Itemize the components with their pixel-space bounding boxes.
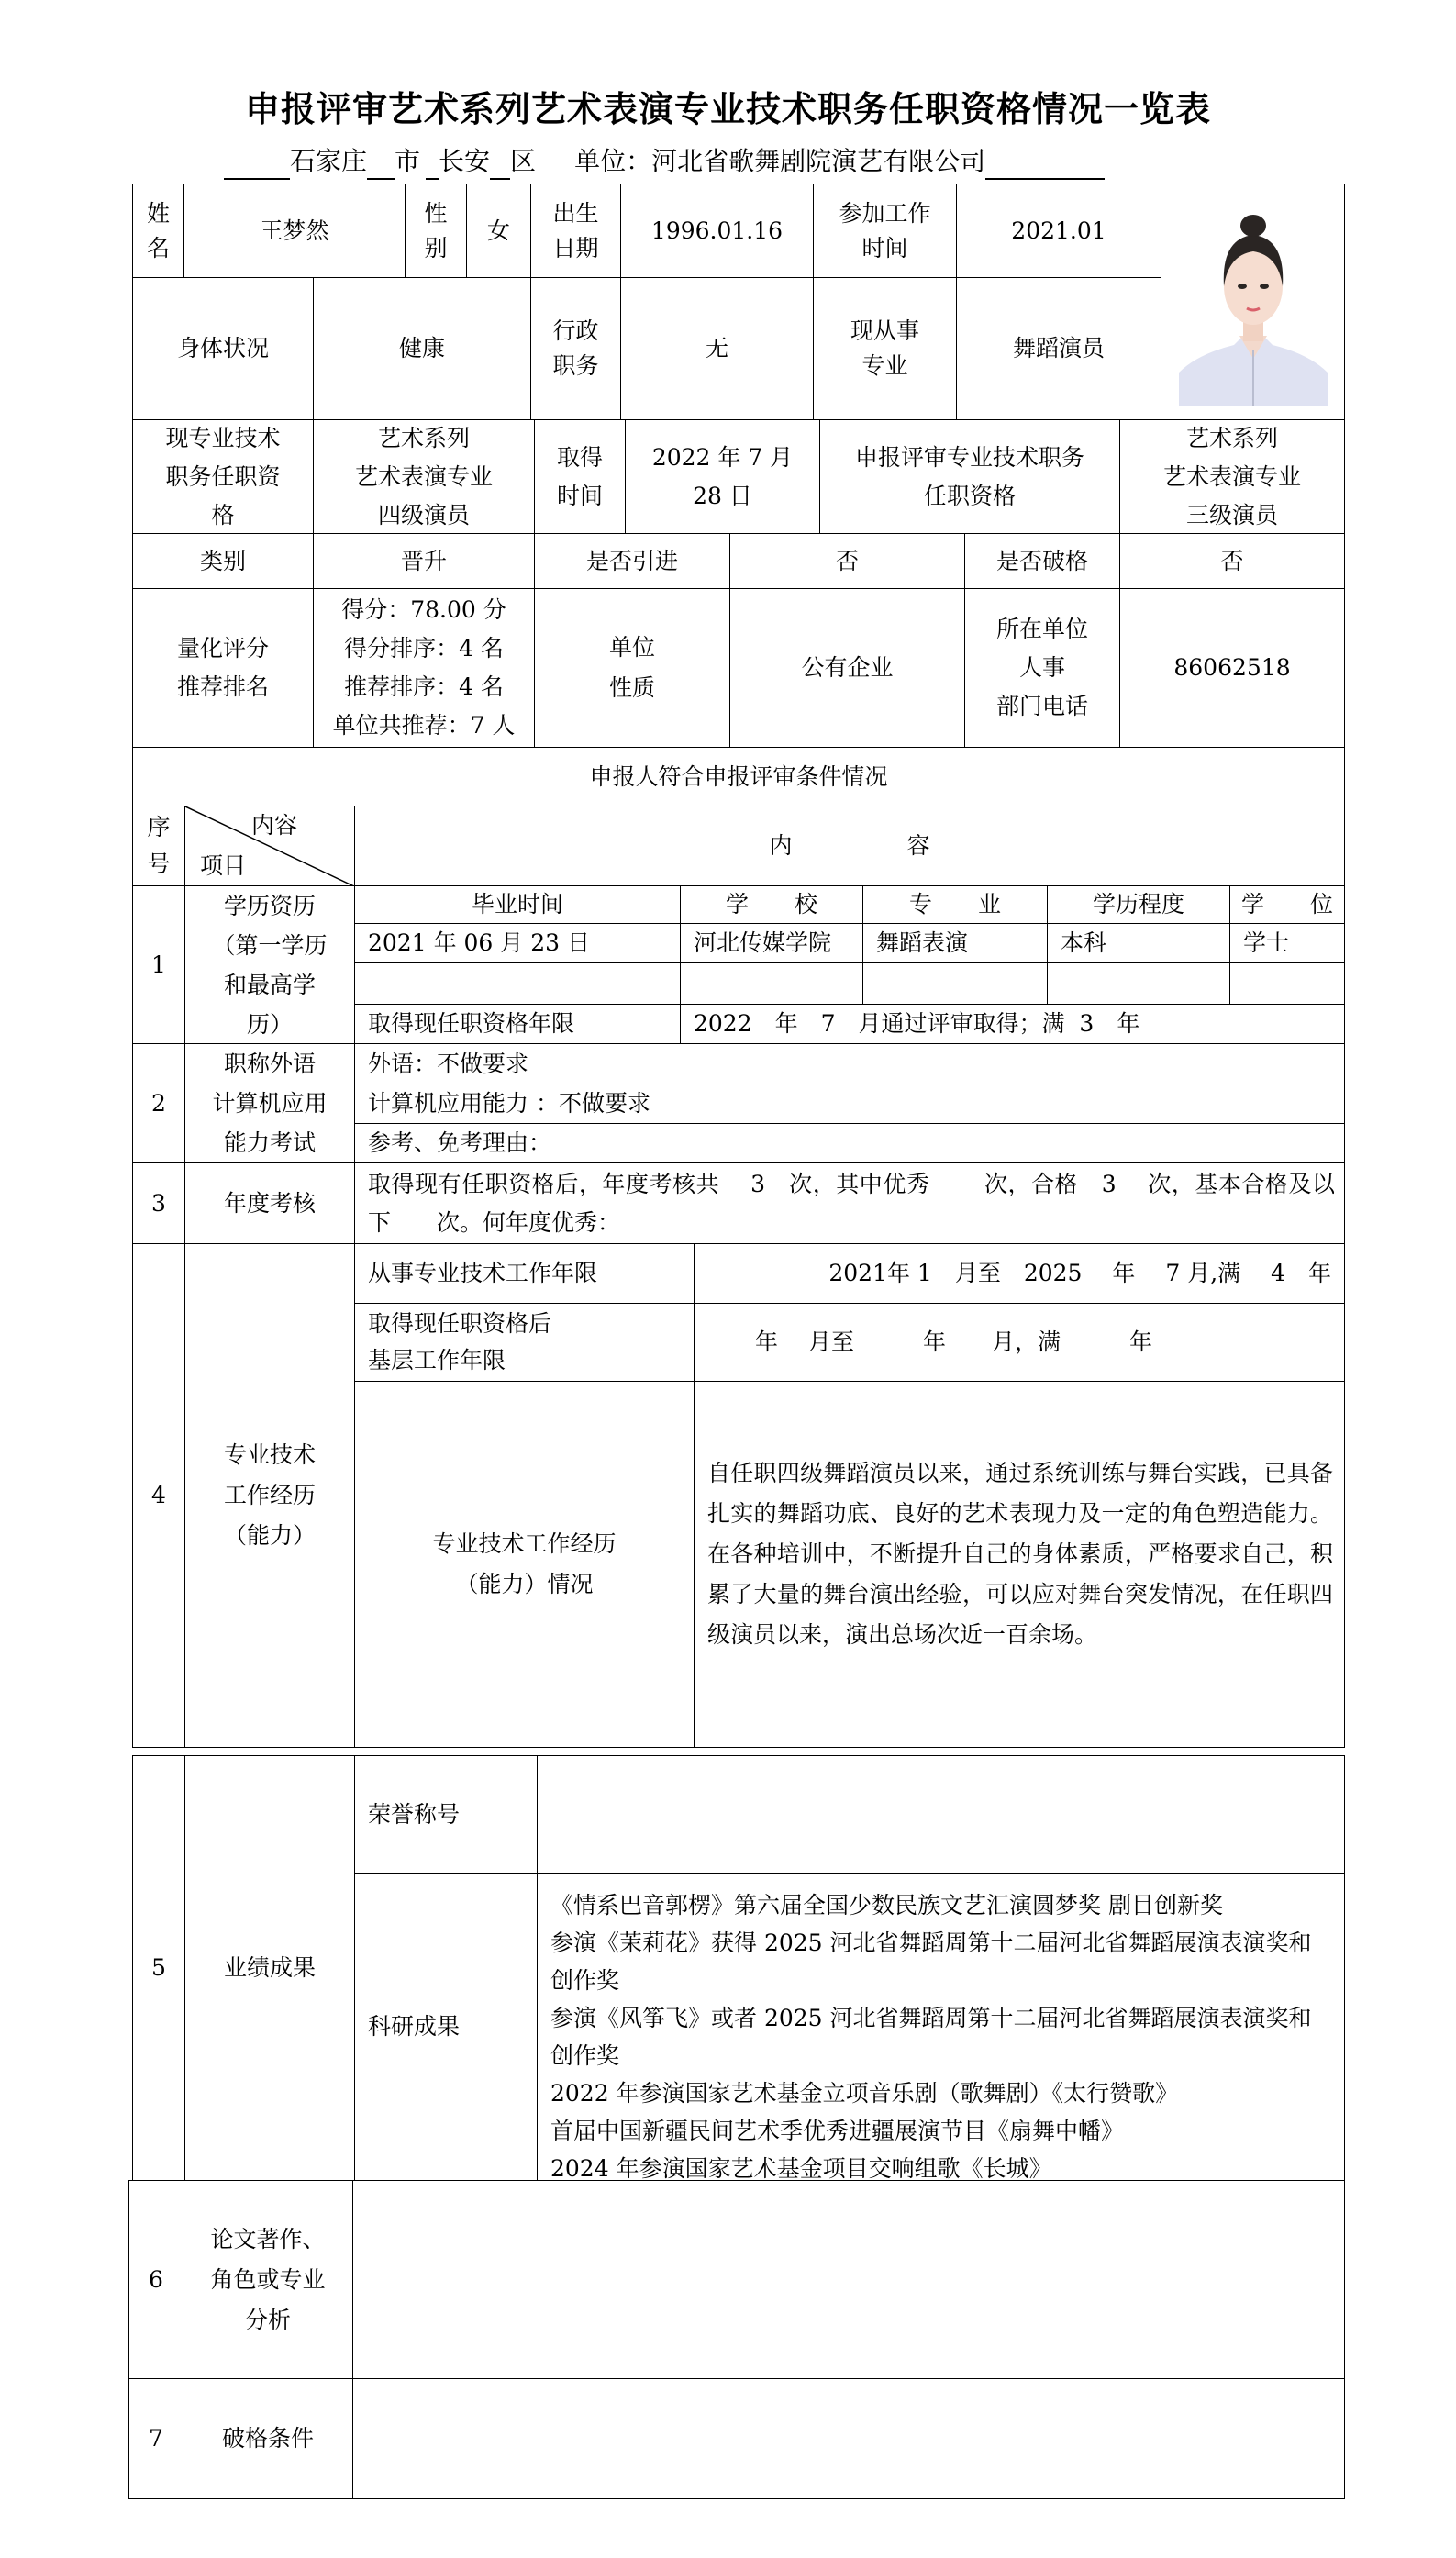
annual-review-text: 取得现有任职资格后，年度考核共 3 次，其中优秀 次，合格 3 次，基本合格及以下 次。何年度优秀：: [354, 1162, 1345, 1244]
item-5-label: 业绩成果: [184, 1755, 355, 2181]
work-years-value: 2021年 1 月至 2025 年 7 月,满 4 年: [694, 1243, 1345, 1304]
obtained-label: 取得 时间: [534, 419, 626, 534]
admin-post-label: 行政 职务: [530, 277, 621, 420]
work-start-value: 2021.01: [956, 184, 1161, 278]
computer-skill-line: 计算机应用能力 ：不做要求: [354, 1084, 1345, 1124]
edu-header-degree: 学 位: [1229, 885, 1345, 924]
item-4-seq: 4: [132, 1243, 185, 1748]
item-7-label: 破格条件: [183, 2378, 353, 2499]
work-start-label: 参加工作 时间: [813, 184, 957, 278]
item-2-seq: 2: [132, 1043, 185, 1163]
header-line: [224, 143, 1105, 180]
edu-school-2: [680, 962, 863, 1005]
introduced-value: 否: [729, 533, 965, 589]
unit-field: 河北省歌舞剧院演艺有限公司: [651, 146, 986, 176]
current-qual-label: 现专业技术 职务任职资 格: [132, 419, 314, 534]
research-item: 参演《风筝飞》或者 2025 河北省舞蹈周第十二届河北省舞蹈展演表演奖和创作奖: [550, 2005, 1312, 2069]
edu-header-level: 学历程度: [1047, 885, 1230, 924]
edu-degree-2: [1229, 962, 1345, 1005]
gender-label: 性 别: [405, 184, 467, 278]
research-item: 《情系巴音郭楞》第六届全国少数民族文艺汇演圆梦奖 剧目创新奖: [550, 1892, 1223, 1918]
item-2-label: 职称外语 计算机应用 能力考试: [184, 1043, 355, 1163]
introduced-label: 是否引进: [534, 533, 730, 589]
category-label: 类别: [132, 533, 314, 589]
edu-degree: 学士: [1229, 923, 1345, 963]
item-1-label: 学历资历 （第一学历 和最高学 历）: [184, 885, 355, 1044]
unit-label: 单位：: [574, 146, 652, 176]
exceptional-value: 否: [1119, 533, 1345, 589]
item-4-label: 专业技术 工作经历 （能力）: [184, 1243, 355, 1748]
edu-header-grad-date: 毕业时间: [354, 885, 681, 924]
score-value: 得分：78.00 分 得分排序：4 名 推荐排序：4 名 单位共推荐：7 人: [313, 588, 535, 748]
edu-header-school: 学 校: [680, 885, 863, 924]
item-1-seq: 1: [132, 885, 185, 1044]
edu-major-2: [862, 962, 1048, 1005]
hr-phone-value: 86062518: [1119, 588, 1345, 748]
current-qual-value: 艺术系列 艺术表演专业 四级演员: [313, 419, 535, 534]
current-major-label: 现从事 专业: [813, 277, 957, 420]
edu-level-2: [1047, 962, 1230, 1005]
category-value: 晋升: [313, 533, 535, 589]
gender-value: 女: [466, 184, 531, 278]
unit-nature-label: 单位 性质: [534, 588, 730, 748]
research-item: 首届中国新疆民间艺术季优秀进疆展演节目《扇舞中幡》: [550, 2118, 1125, 2144]
name-label: 姓 名: [132, 184, 184, 278]
diag-top-label: 内容: [251, 812, 298, 839]
honor-value: [537, 1755, 1345, 1874]
exemption-reason-line: 参考、免考理由：: [354, 1123, 1345, 1163]
diagonal-header: [184, 806, 355, 886]
tenure-value: 2022 年 7 月通过评审取得；满 3 年: [680, 1004, 1345, 1044]
research-item: 参演《茉莉花》获得 2025 河北省舞蹈周第十二届河北省舞蹈展演表演奖和创作奖: [550, 1930, 1312, 1994]
experience-label: 专业技术工作经历 （能力）情况: [354, 1381, 695, 1748]
edu-level: 本科: [1047, 923, 1230, 963]
apply-qual-value: 艺术系列 艺术表演专业 三级演员: [1119, 419, 1345, 534]
edu-major: 舞蹈表演: [862, 923, 1048, 963]
foreign-language-line: 外语：不做要求: [354, 1043, 1345, 1084]
item-7-content[interactable]: [352, 2378, 1345, 2499]
obtained-value: 2022 年 7 月 28 日: [625, 419, 820, 534]
birth-value: 1996.01.16: [620, 184, 814, 278]
item-5-seq: 5: [132, 1755, 185, 2181]
research-label: 科研成果: [354, 1873, 538, 2181]
health-label: 身体状况: [132, 277, 314, 420]
hr-phone-label: 所在单位 人事 部门电话: [964, 588, 1120, 748]
edu-grad-date: 2021 年 06 月 23 日: [354, 923, 681, 963]
research-item: 2022 年参演国家艺术基金立项音乐剧（歌舞剧）《太行赞歌》: [550, 2080, 1179, 2107]
item-6-label: 论文著作、 角色或专业 分析: [183, 2180, 353, 2379]
name-value: 王梦然: [183, 184, 406, 278]
edu-header-major: 专 业: [862, 885, 1048, 924]
portrait-icon: [1179, 198, 1328, 406]
city-field: 石家庄: [290, 146, 368, 176]
diag-bottom-label: 项目: [200, 852, 247, 879]
edu-grad-date-2: [354, 962, 681, 1005]
health-value: 健康: [313, 277, 531, 420]
item-3-label: 年度考核: [184, 1162, 355, 1244]
birth-label: 出生 日期: [530, 184, 621, 278]
score-label: 量化评分 推荐排名: [132, 588, 314, 748]
tenure-label: 取得现任职资格年限: [354, 1004, 681, 1044]
unit-nature-value: 公有企业: [729, 588, 965, 748]
item-7-seq: 7: [128, 2378, 183, 2499]
apply-qual-label: 申报评审专业技术职务 任职资格: [819, 419, 1120, 534]
district-suffix: 区: [510, 146, 537, 176]
photo-cell: [1161, 184, 1345, 420]
edu-school: 河北传媒学院: [680, 923, 863, 963]
exceptional-label: 是否破格: [964, 533, 1120, 589]
research-item: 2024 年参演国家艺术基金项目交响组歌《长城》: [550, 2155, 1052, 2181]
item-6-content[interactable]: [352, 2180, 1345, 2379]
page-title: 申报评审艺术系列艺术表演专业技术职务任职资格情况一览表: [244, 89, 1211, 129]
admin-post-value: 无: [620, 277, 814, 420]
current-major-value: 舞蹈演员: [956, 277, 1161, 420]
grassroots-value: 年 月至 年 月，满 年: [694, 1303, 1345, 1382]
item-3-seq: 3: [132, 1162, 185, 1244]
work-years-label: 从事专业技术工作年限: [354, 1243, 695, 1304]
research-list: [537, 1873, 1345, 2181]
content-header: 内 容: [354, 806, 1345, 886]
experience-text: 自任职四级舞蹈演员以来，通过系统训练与舞台实践，已具备扎实的舞蹈功底、良好的艺术表现力及一定的角色塑造能力。在各种培训中，不断提升自己的身体素质，严格要求自己，积累了大量的舞台演出经验，可以应对舞台突发情况，在任职四级演员以来，演出总场次近一百余场。: [694, 1381, 1345, 1748]
conditions-section-title: 申报人符合申报评审条件情况: [132, 747, 1345, 806]
grassroots-label: 取得现任职资格后 基层工作年限: [354, 1303, 695, 1382]
item-6-seq: 6: [128, 2180, 183, 2379]
city-suffix: 市: [395, 146, 421, 176]
honor-label: 荣誉称号: [354, 1755, 538, 1874]
applicant-photo: [1179, 198, 1328, 406]
seq-header: 序 号: [132, 806, 185, 886]
district-field: 长安: [439, 146, 491, 176]
